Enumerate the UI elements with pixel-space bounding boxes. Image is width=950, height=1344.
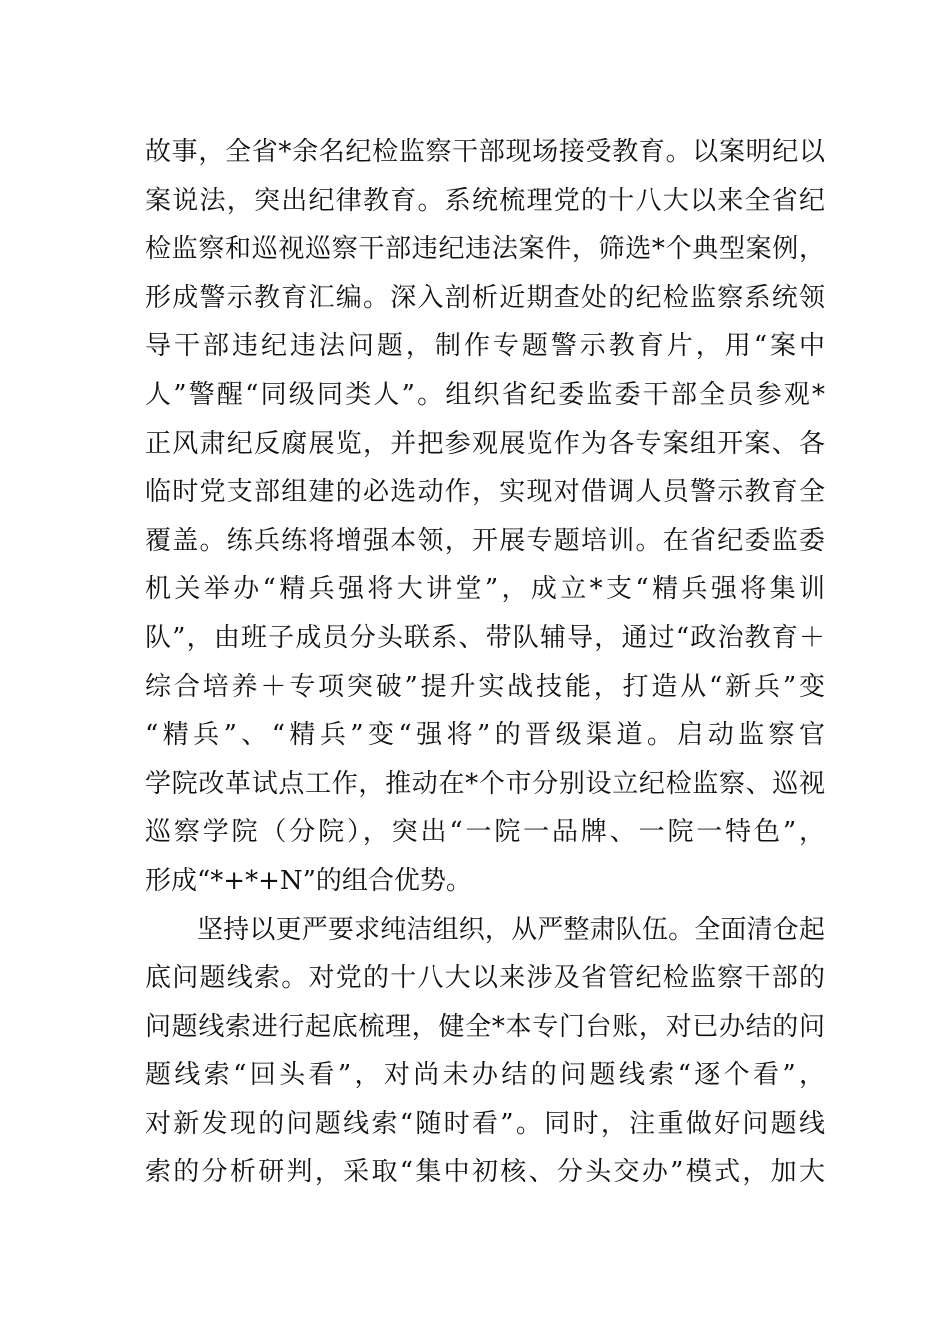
text-line-12: 综合培养＋专项突破”提升实战技能，打造从“新兵”变 — [145, 671, 825, 702]
text-line-1: 故事，全省*余名纪检监察干部现场接受教育。以案明纪以 — [145, 137, 825, 167]
text-line-14: 学院改革试点工作，推动在*个市分别设立纪检监察、巡视 — [145, 768, 825, 799]
text-line-16: 形成“*+*+N”的组合优势。 — [145, 865, 472, 896]
text-line-13: “精兵”、“精兵”变“强将”的晋级渠道。启动监察官 — [145, 720, 825, 751]
text-line-15: 巡察学院（分院），突出“一院一品牌、一院一特色”， — [145, 817, 825, 848]
text-line-10: 机关举办“精兵强将大讲堂”，成立*支“精兵强将集训 — [145, 574, 825, 605]
text-line-8: 临时党支部组建的必选动作，实现对借调人员警示教育全 — [145, 477, 825, 508]
text-line-18: 底问题线索。对党的十八大以来涉及省管纪检监察干部的 — [145, 963, 825, 994]
text-line-20: 题线索“回头看”，对尚未办结的问题线索“逐个看”， — [145, 1060, 825, 1091]
text-line-7: 正风肃纪反腐展览，并把参观展览作为各专案组开案、各 — [145, 428, 825, 459]
text-line-5: 导干部违纪违法问题，制作专题警示教育片，用“案中 — [145, 331, 825, 362]
body-text — [145, 128, 825, 1197]
text-line-11: 队”，由班子成员分头联系、带队辅导，通过“政治教育＋ — [145, 622, 825, 653]
text-line-21: 对新发现的问题线索“随时看”。同时，注重做好问题线 — [145, 1108, 825, 1139]
text-line-4: 形成警示教育汇编。深入剖析近期查处的纪检监察系统领 — [145, 282, 825, 313]
paragraph-2-first-line: 坚持以更严要求纯洁组织，从严整肃队伍。全面清仓起 — [197, 914, 825, 945]
text-line-3: 检监察和巡视巡察干部违纪违法案件，筛选*个典型案例， — [145, 234, 825, 265]
text-line-9: 覆盖。练兵练将增强本领，开展专题培训。在省纪委监委 — [145, 525, 825, 556]
text-line-6: 人”警醒“同级同类人”。组织省纪委监委干部全员参观* — [145, 379, 825, 410]
text-line-19: 问题线索进行起底梳理，健全*本专门台账，对已办结的问 — [145, 1011, 825, 1042]
text-line-22: 索的分析研判，采取“集中初核、分头交办”模式，加大 — [145, 1157, 825, 1188]
text-line-2: 案说法，突出纪律教育。系统梳理党的十八大以来全省纪 — [145, 185, 825, 216]
